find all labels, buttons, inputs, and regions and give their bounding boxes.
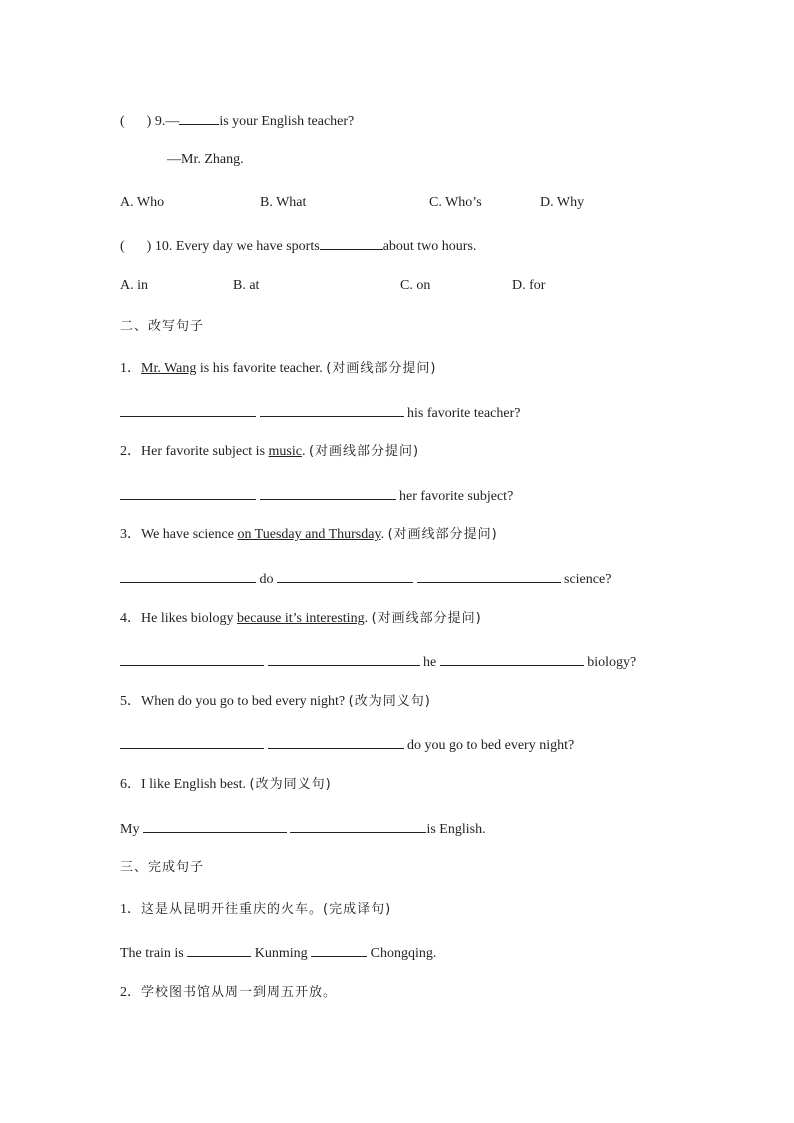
answer-blank[interactable] [440,651,584,666]
answer-text: her favorite subject? [395,489,514,504]
sentence-text: Her favorite subject is [141,444,269,459]
answer-blank[interactable] [260,402,404,417]
section-heading: 三、完成句子 [120,860,205,875]
option-c[interactable]: C. on [400,278,431,293]
item-number: 2． [120,444,141,459]
answer-line-6 [120,818,486,839]
instruction: (改为同义句) [348,694,431,709]
question-10 [120,235,476,256]
answer-line-4 [120,651,636,672]
chinese-prompt: 这是从昆明开往重庆的火车。 [141,902,324,917]
sentence-text: . [364,611,372,626]
answer-text: Kunming [251,946,312,961]
answer-blank[interactable] [260,485,396,500]
question-stem-after: about two hours. [382,239,477,254]
answer-blank[interactable] [120,485,256,500]
answer-text: The train is [120,946,188,961]
option-b[interactable]: B. What [260,195,307,210]
answer-text: do you go to bed every night? [403,738,575,753]
rewrite-item-4 [120,610,482,628]
item-number: 1． [120,361,141,376]
instruction: (完成译句) [323,902,392,917]
answer-paren-open: ( [120,239,125,254]
question-stem-before: 10. Every day we have sports [154,239,320,254]
sentence-text: . [380,527,388,542]
question-stem: is your English teacher? [219,114,355,129]
item-number: 4． [120,611,141,626]
answer-blank[interactable] [187,942,251,957]
section-heading: 二、改写句子 [120,319,205,334]
answer-blank[interactable] [120,568,256,583]
option-d[interactable]: D. for [512,278,546,293]
answer-blank[interactable] [277,568,413,583]
question-9 [120,110,354,131]
underlined-part: music [268,444,302,459]
answer-text: is English. [426,822,486,837]
answer-line-2 [120,485,513,506]
answer-line-5 [120,734,574,755]
sentence-text: We have science [141,527,238,542]
chinese-prompt: 学校图书馆从周一到周五开放。 [141,985,338,1000]
instruction: (对画线部分提问) [371,611,482,626]
sentence-text: is his favorite teacher. [196,361,327,376]
item-number: 1． [120,902,141,917]
answer-blank[interactable] [120,734,264,749]
answer-text: My [120,822,143,837]
underlined-part: because it’s interesting [237,611,365,626]
dash: — [165,114,180,129]
answer-line-3 [120,568,611,589]
answer-paren-open: ( [120,114,125,129]
answer-text: he [419,655,440,670]
item-number: 3． [120,527,141,542]
instruction: (对画线部分提问) [326,361,437,376]
complete-item-2 [120,984,337,1002]
answer-text: his favorite teacher? [403,406,521,421]
instruction: (对画线部分提问) [387,527,498,542]
answer-paren-close: ) [146,239,152,254]
instruction: (对画线部分提问) [308,444,420,459]
answer-blank[interactable] [268,651,420,666]
answer-blank[interactable] [268,734,404,749]
answer-paren-close: ) [146,114,152,129]
underlined-part: on Tuesday and Thursday [237,527,381,542]
answer-blank[interactable] [143,818,287,833]
fill-blank[interactable] [179,110,219,125]
option-d[interactable]: D. Why [540,195,585,210]
sentence-text: . [301,444,309,459]
option-a[interactable]: A. in [120,278,148,293]
underlined-part: Mr. Wang [141,361,197,376]
option-c[interactable]: C. Who’s [429,195,482,210]
question-9-answer: —Mr. Zhang. [167,152,244,167]
sentence-text: I like English best. [141,777,250,792]
answer-blank[interactable] [290,818,426,833]
item-number: 2． [120,985,141,1000]
answer-blank[interactable] [311,942,367,957]
complete-answer-1 [120,942,436,963]
complete-item-1 [120,901,391,919]
rewrite-item-1 [120,360,436,378]
fill-blank[interactable] [320,235,383,250]
rewrite-item-5 [120,693,431,711]
question-number: 9. [154,114,166,129]
answer-blank[interactable] [120,402,256,417]
sentence-text: When do you go to bed every night? [141,694,349,709]
option-b[interactable]: B. at [233,278,260,293]
answer-text: biology? [583,655,637,670]
rewrite-item-3 [120,526,498,544]
answer-text: Chongqing. [367,946,437,961]
instruction: (改为同义句) [249,777,332,792]
rewrite-item-6 [120,776,332,794]
answer-blank[interactable] [417,568,561,583]
rewrite-item-2 [120,443,419,461]
answer-text: science? [560,572,612,587]
option-a[interactable]: A. Who [120,195,165,210]
answer-line-1 [120,402,521,423]
sentence-text: He likes biology [141,611,238,626]
answer-blank[interactable] [120,651,264,666]
answer-text: do [256,572,277,587]
item-number: 5． [120,694,141,709]
item-number: 6． [120,777,141,792]
